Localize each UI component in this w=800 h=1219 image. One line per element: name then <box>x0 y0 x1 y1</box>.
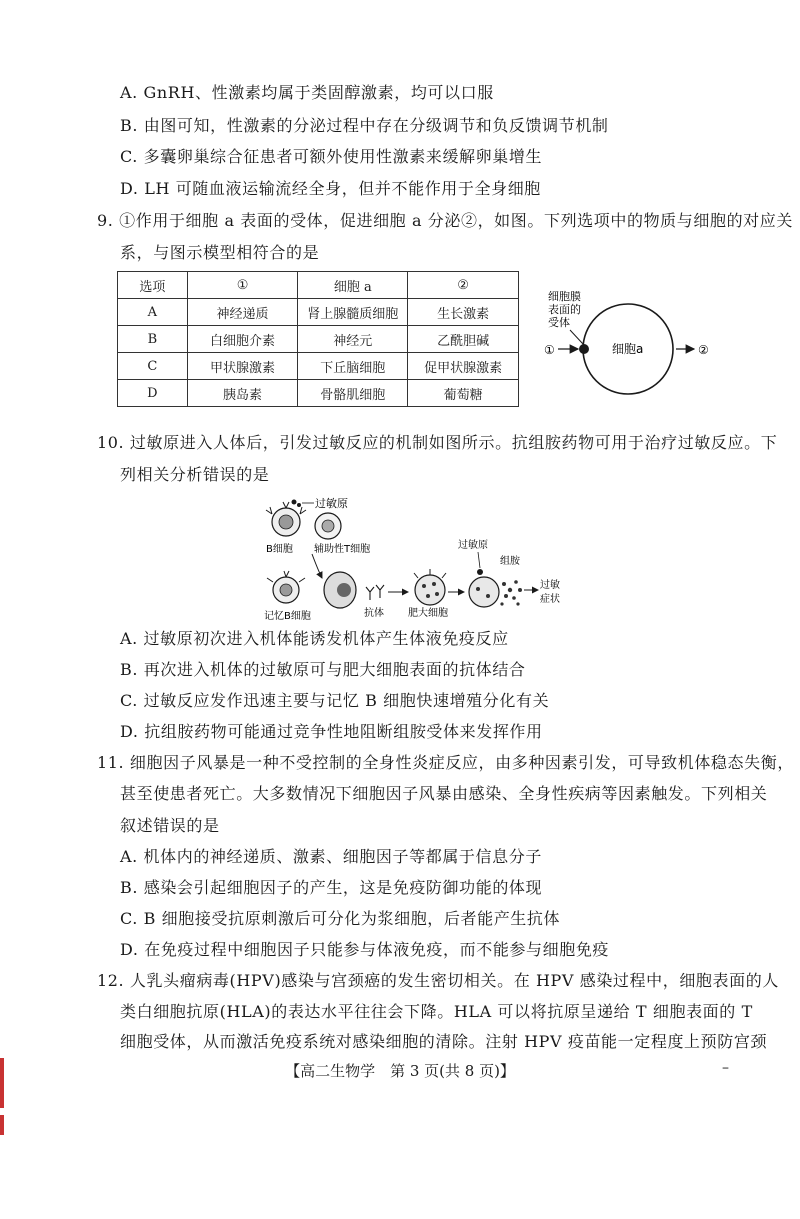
table-row <box>118 299 519 326</box>
q11-stem-line1: 11. 细胞因子风暴是一种不受控制的全身性炎症反应，由多种因素引发，可导致机体稳态失衡， <box>97 753 794 772</box>
table-header: ② <box>408 272 519 299</box>
histamine-granules <box>500 580 522 605</box>
table-cell: C <box>118 353 188 380</box>
helper-t-cell-icon <box>315 513 341 539</box>
footer-dash: – <box>722 1060 729 1076</box>
b-cell-icon <box>266 502 306 536</box>
q9-stem-line1: 9. ①作用于细胞 a 表面的受体，促进细胞 a 分泌②，如图。下列选项中的物质与细胞的对应关 <box>97 211 793 230</box>
activated-mast-cell-icon <box>469 569 499 607</box>
q10-option-c: C. 过敏反应发作迅速主要与记忆 B 细胞快速增殖分化有关 <box>120 691 550 710</box>
q9-cell-diagram <box>540 280 720 430</box>
q8-option-b: B. 由图可知，性激素的分泌过程中存在分级调节和负反馈调节机制 <box>120 116 609 135</box>
table-cell: 甲状腺激素 <box>187 353 298 380</box>
table-cell: 骨骼肌细胞 <box>298 380 408 407</box>
table-cell: 生长激素 <box>408 299 519 326</box>
helper-t-label: 辅助性T细胞 <box>314 544 371 555</box>
mast-cell-label: 肥大细胞 <box>408 608 448 619</box>
memory-b-cell-icon <box>267 571 305 603</box>
receptor-label-line1: 细胞膜 <box>548 290 581 303</box>
allergen-icon <box>292 500 302 508</box>
table-row <box>118 380 519 407</box>
q9-table <box>117 271 519 407</box>
q10-option-b: B. 再次进入机体的过敏原可与肥大细胞表面的抗体结合 <box>120 660 526 679</box>
table-cell: 神经元 <box>298 326 408 353</box>
page-footer: 【高二生物学 第 3 页(共 8 页)】 <box>285 1062 515 1080</box>
allergen-label-top: 过敏原 <box>315 497 348 510</box>
plasma-cell-icon <box>324 572 356 608</box>
table-cell: 白细胞介素 <box>187 326 298 353</box>
table-header: ① <box>187 272 298 299</box>
q10-allergy-diagram <box>258 492 568 627</box>
left-margin-mark <box>0 1058 4 1108</box>
table-cell: 下丘脑细胞 <box>298 353 408 380</box>
table-cell: 肾上腺髓质细胞 <box>298 299 408 326</box>
table-cell: 葡萄糖 <box>408 380 519 407</box>
q11-option-c: C. B 细胞接受抗原刺激后可分化为浆细胞，后者能产生抗体 <box>120 909 561 928</box>
histamine-label: 组胺 <box>500 556 520 567</box>
antibody-label: 抗体 <box>364 608 384 619</box>
mast-cell-icon <box>414 569 446 605</box>
q12-stem-line3: 细胞受体，从而激活免疫系统对感染细胞的清除。注射 HPV 疫苗能一定程度上预防宫颈 <box>120 1032 768 1051</box>
table-cell: 促甲状腺激素 <box>408 353 519 380</box>
b-cell-label: B细胞 <box>266 544 293 555</box>
receptor-label-line2: 表面的 <box>548 303 581 316</box>
table-cell: B <box>118 326 188 353</box>
q11-option-a: A. 机体内的神经递质、激素、细胞因子等都属于信息分子 <box>120 847 542 866</box>
table-row <box>118 326 519 353</box>
table-cell: 胰岛素 <box>187 380 298 407</box>
q8-option-c: C. 多囊卵巢综合征患者可额外使用性激素来缓解卵巢增生 <box>120 147 543 166</box>
q11-option-b: B. 感染会引起细胞因子的产生，这是免疫防御功能的体现 <box>120 878 543 897</box>
cell-a-label: 细胞a <box>612 342 644 356</box>
q11-stem-line2: 甚至使患者死亡。大多数情况下细胞因子风暴由感染、全身性疾病等因素触发。下列相关 <box>120 784 768 803</box>
q8-option-a: A. GnRH、性激素均属于类固醇激素，均可以口服 <box>120 83 494 102</box>
q11-stem-line3: 叙述错误的是 <box>120 816 220 835</box>
table-header: 选项 <box>118 272 188 299</box>
left-margin-mark <box>0 1115 4 1135</box>
q12-stem-line2: 类白细胞抗原(HLA)的表达水平往往会下降。HLA 可以将抗原呈递给 T 细胞表面的 T <box>120 1002 753 1021</box>
table-cell: A <box>118 299 188 326</box>
q12-stem-line1: 12. 人乳头瘤病毒(HPV)感染与宫颈癌的发生密切相关。在 HPV 感染过程中，细胞表面的人 <box>97 971 779 990</box>
allergen-label-mid: 过敏原 <box>458 540 488 551</box>
receptor-label-line3: 受体 <box>548 316 570 329</box>
table-row <box>118 353 519 380</box>
differentiation-arrow <box>312 554 322 578</box>
symptom-label-line2: 症状 <box>540 594 560 605</box>
table-cell: 神经递质 <box>187 299 298 326</box>
output-label: ② <box>698 343 709 357</box>
q10-option-d: D. 抗组胺药物可能通过竞争性地阻断组胺受体来发挥作用 <box>120 722 543 741</box>
table-header: 细胞 a <box>298 272 408 299</box>
allergen-mid-pointer <box>478 552 480 568</box>
symptom-label-line1: 过敏 <box>540 580 560 591</box>
q10-option-a: A. 过敏原初次进入机体能诱发机体产生体液免疫反应 <box>120 629 509 648</box>
antibody-icon <box>366 585 384 600</box>
receptor-pointer <box>570 330 583 344</box>
q10-stem-line2: 列相关分析错误的是 <box>120 465 270 484</box>
q11-option-d: D. 在免疫过程中细胞因子只能参与体液免疫，而不能参与细胞免疫 <box>120 940 610 959</box>
q9-stem-line2: 系，与图示模型相符合的是 <box>120 243 320 262</box>
input-label: ① <box>544 343 555 357</box>
table-cell: D <box>118 380 188 407</box>
q8-option-d: D. LH 可随血液运输流经全身，但并不能作用于全身细胞 <box>120 179 541 198</box>
memory-b-label: 记忆B细胞 <box>264 611 311 622</box>
q10-stem-line1: 10. 过敏原进入人体后，引发过敏反应的机制如图所示。抗组胺药物可用于治疗过敏反应。下 <box>97 433 778 452</box>
table-cell: 乙酰胆碱 <box>408 326 519 353</box>
table-header-row <box>118 272 519 299</box>
receptor-dot <box>579 344 589 354</box>
